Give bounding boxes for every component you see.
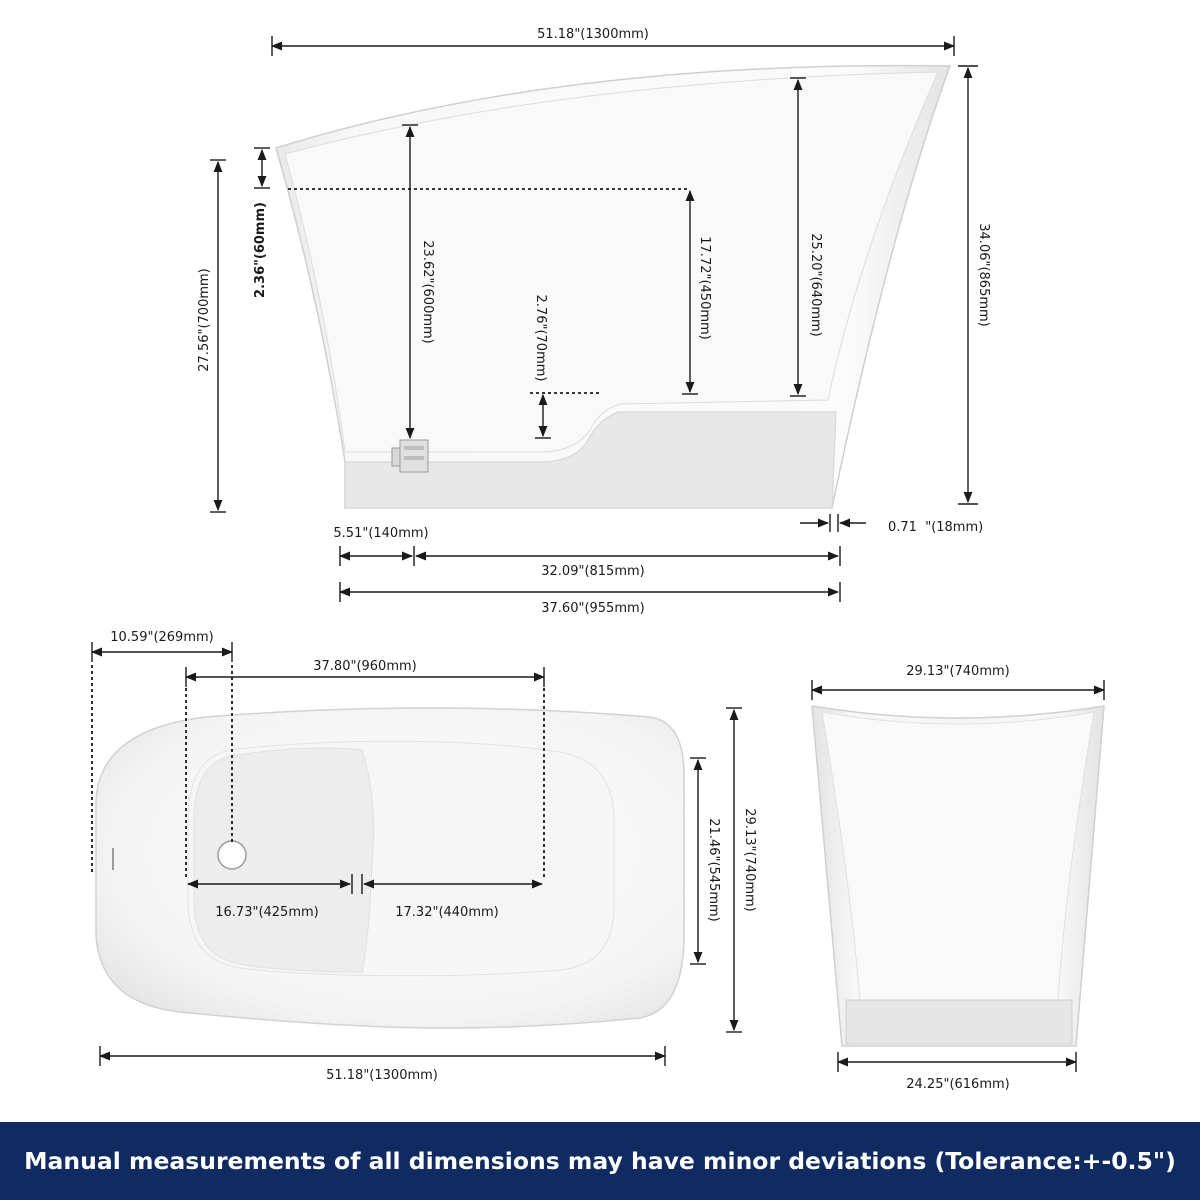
overflow-offset-label: 2.36"(60mm) — [253, 202, 268, 298]
drain-circle — [218, 841, 246, 869]
top-overall-length-label: 51.18"(1300mm) — [326, 1068, 438, 1083]
overall-height-label: 34.06"(865mm) — [976, 223, 991, 327]
base-width-label: 24.25"(616mm) — [906, 1077, 1010, 1092]
top-view — [92, 630, 757, 1083]
interior-length-label: 37.80"(960mm) — [313, 659, 417, 674]
tolerance-footer-banner — [0, 1122, 1200, 1200]
tub-end-base-recess — [846, 1000, 1072, 1044]
overall-length-label: 51.18"(1300mm) — [537, 27, 649, 42]
top-width-label: 29.13"(740mm) — [906, 664, 1010, 679]
side-view — [197, 27, 991, 616]
drain-from-edge-label: 10.59"(269mm) — [110, 630, 214, 645]
interior-depth-label: 23.62"(600mm) — [420, 240, 435, 344]
water-depth-label: 17.72"(450mm) — [697, 236, 712, 340]
seat-length-label: 16.73"(425mm) — [215, 905, 319, 920]
front-height-label: 27.56"(700mm) — [197, 268, 212, 372]
wall-thickness-label: 0.71 "(18mm) — [888, 520, 984, 535]
overall-width-label: 29.13"(740mm) — [742, 808, 757, 912]
base-inner-length-label: 32.09"(815mm) — [541, 564, 645, 579]
end-view — [812, 664, 1104, 1092]
tolerance-note: Manual measurements of all dimensions may have minor deviations (Tolerance:+-0.5") — [24, 1147, 1176, 1175]
foot-length-label: 17.32"(440mm) — [395, 905, 499, 920]
interior-width-label: 21.46"(545mm) — [706, 818, 721, 922]
back-height-label: 25.20"(640mm) — [808, 233, 823, 337]
base-length-label: 37.60"(955mm) — [541, 601, 645, 616]
seat-step-label: 2.76"(70mm) — [533, 294, 548, 382]
tub-end-inner — [822, 712, 1094, 1000]
drain-offset-label: 5.51"(140mm) — [333, 526, 429, 541]
